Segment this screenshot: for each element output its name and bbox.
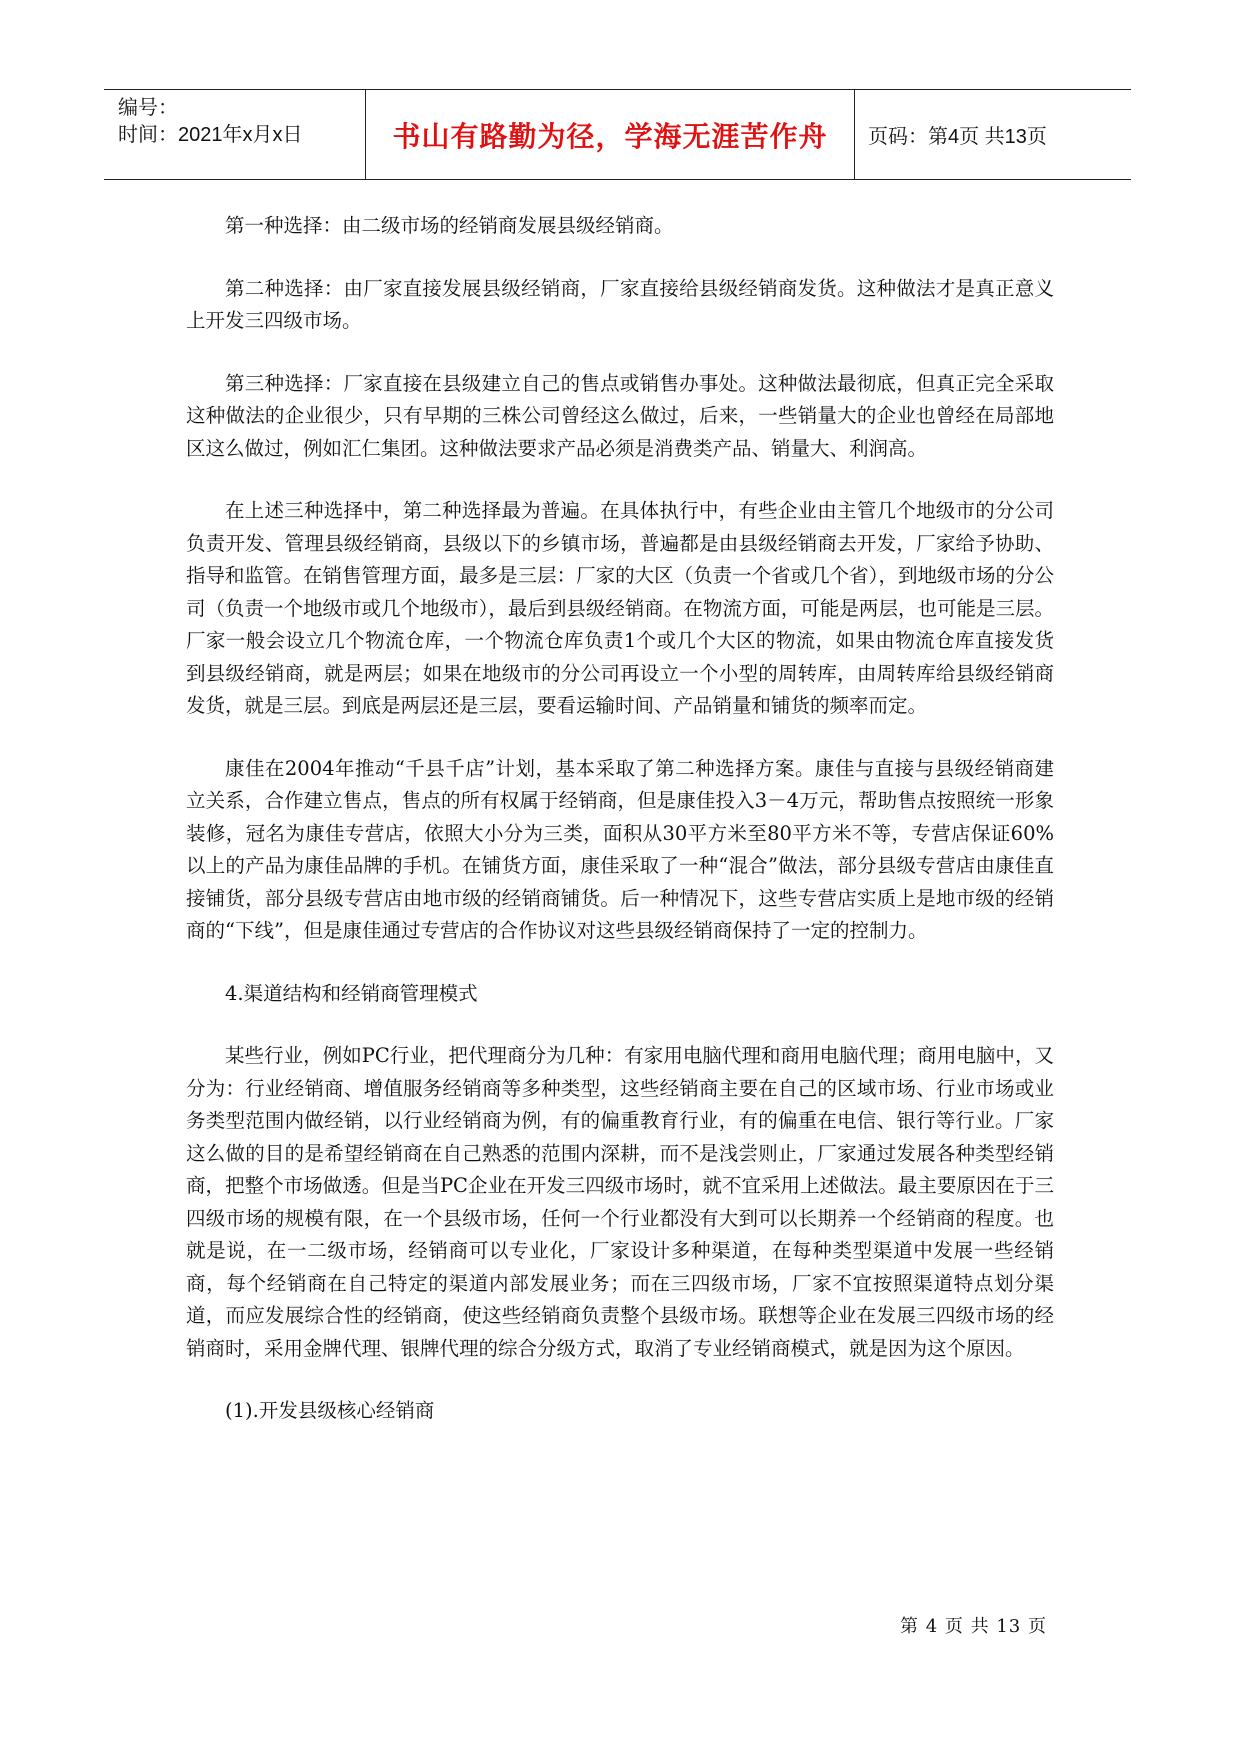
paragraph-konka-case: 康佳在2004年推动“千县千店”计划，基本采取了第二种选择方案。康佳与直接与县级经销商建立关系，合作建立售点，售点的所有权属于经销商，但是康佳投入3－4万元，帮助售点按照统一形象装修，冠名为康佳专营店，依照大小分为三类，面积从30平方米至80平方米不等，专营店保证60%以上的产品为康佳品牌的手机。在铺货方面，康佳采取了一种“混合”做法，部分县级专营店由康佳直接铺货，部分县级专营店由地市级的经销商铺货。后一种情况下，这些专营店实质上是地市级的经销商的“下线”，但是康佳通过专营店的合作协议对这些县级经销商保持了一定的控制力。 <box>186 756 1054 942</box>
paragraph-pc-industry: 某些行业，例如PC行业，把代理商分为几种：有家用电脑代理和商用电脑代理；商用电脑中，又分为：行业经销商、增值服务经销商等多种类型，这些经销商主要在自己的区域市场、行业市场或业务类型范围内做经销，以行业经销商为例，有的偏重教育行业，有的偏重在电信、银行等行业。厂家这么做的目的是希望经销商在自己熟悉的范围内深耕，而不是浅尝则止，厂家通过发展各种类型经销商，把整个市场做透。但是当PC企业在开发三四级市场时，就不宜采用上述做法。最主要原因在于三四级市场的规模有限，在一个县级市场，任何一个行业都没有大到可以长期养一个经销商的程度。也就是说，在一二级市场，经销商可以专业化，厂家设计多种渠道，在每种类型渠道中发展一些经销商，每个经销商在自己特定的渠道内部发展业务；而在三四级市场，厂家不宜按照渠道特点划分渠道，而应发展综合性的经销商，使这些经销商负责整个县级市场。联想等企业在发展三四级市场的经销商时，采用金牌代理、银牌代理的综合分级方式，取消了专业经销商模式，就是因为这个原因。 <box>186 1044 1054 1360</box>
paragraph-option-one: 第一种选择：由二级市场的经销商发展县级经销商。 <box>225 214 674 237</box>
header-motto: 书山有路勤为径，学海无涯苦作舟 <box>392 119 828 153</box>
header-meta-cell <box>104 90 366 179</box>
document-time-label: 时间：2021年x月x日 <box>118 124 303 146</box>
document-number-label: 编号： <box>118 97 178 119</box>
header-motto-cell <box>366 90 855 179</box>
header-page-number: 页码：第4页 共13页 <box>868 126 1047 148</box>
paragraph-option-two: 第二种选择：由厂家直接发展县级经销商，厂家直接给县级经销商发货。这种做法才是真正意义上开发三四级市场。 <box>186 276 1054 332</box>
subsection-heading-core-dealers: (1).开发县级核心经销商 <box>225 1399 435 1422</box>
paragraph-summary: 在上述三种选择中，第二种选择最为普遍。在具体执行中，有些企业由主管几个地级市的分公司负责开发、管理县级经销商，县级以下的乡镇市场，普遍都是由县级经销商去开发，厂家给予协助、指导和监管。在销售管理方面，最多是三层：厂家的大区（负责一个省或几个省），到地级市场的分公司（负责一个地级市或几个地级市），最后到县级经销商。在物流方面，可能是两层，也可能是三层。厂家一般会设立几个物流仓库，一个物流仓库负责1个或几个大区的物流，如果由物流仓库直接发货到县级经销商，就是两层；如果在地级市的分公司再设立一个小型的周转库，由周转库给县级经销商发货，就是三层。到底是两层还是三层，要看运输时间、产品销量和铺货的频率而定。 <box>186 499 1054 717</box>
section-heading-channel-structure: 4.渠道结构和经销商管理模式 <box>225 981 478 1005</box>
document-body <box>186 210 1054 1458</box>
header-page-cell <box>854 90 1131 179</box>
page-footer: 第 4 页 共 13 页 <box>900 1616 1047 1637</box>
page-header <box>104 89 1131 180</box>
paragraph-option-three: 第三种选择：厂家直接在县级建立自己的售点或销售办事处。这种做法最彻底，但真正完全采取这种做法的企业很少，只有早期的三株公司曾经这么做过，后来，一些销量大的企业也曾经在局部地区这么做过，例如汇仁集团。这种做法要求产品必须是消费类产品、销量大、利润高。 <box>186 371 1054 460</box>
